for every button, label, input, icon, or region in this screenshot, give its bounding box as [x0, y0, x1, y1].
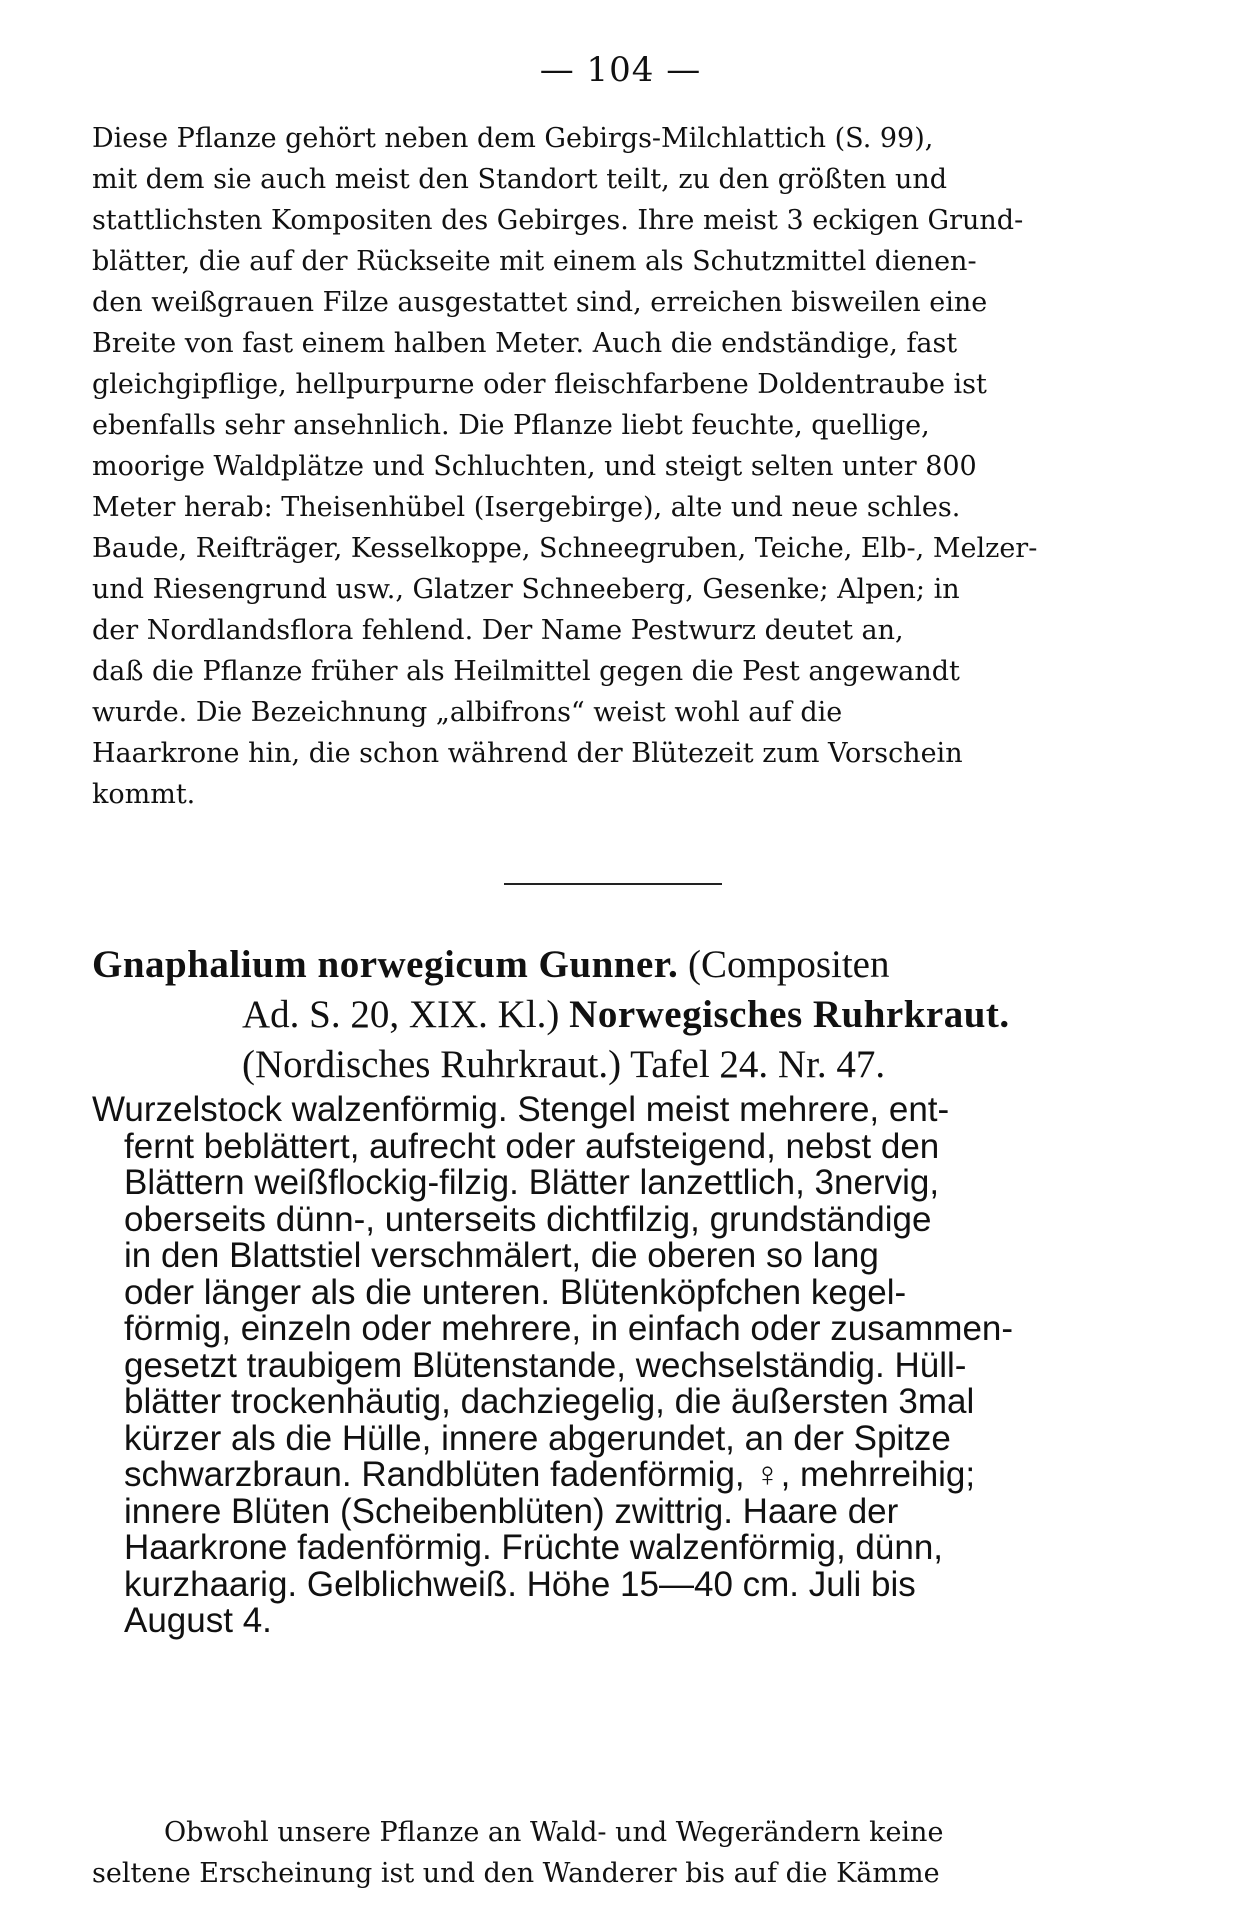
page-number: — 104 —	[539, 50, 702, 90]
text-line: mit dem sie auch meist den Standort teilt, zu den größten und	[92, 164, 948, 195]
text-line: gesetzt traubigem Blütenstande, wechselständig. Hüll-	[124, 1345, 967, 1385]
text-line: blätter, die auf der Rückseite mit einem als Schutzmittel dienen-	[92, 246, 977, 277]
text-line: förmig, einzeln oder mehrere, in einfach oder zusammen-	[124, 1309, 1014, 1348]
section-divider	[504, 883, 722, 885]
text-line: oder länger als die unteren. Blütenköpfchen kegel-	[124, 1272, 907, 1312]
text-line: Obwohl unsere Pflanze an Wald- und Wegerändern keine	[164, 1817, 944, 1848]
text-line: Breite von fast einem halben Meter. Auch die endständige, fast	[92, 328, 958, 359]
text-line: Diese Pflanze gehört neben dem Gebirgs-Milchlattich (S. 99),	[92, 123, 934, 154]
species-latin-name: Gnaphalium norwegicum Gunner.	[92, 943, 679, 986]
text-line: kommt.	[92, 779, 196, 810]
text-line: Meter herab: Theisenhübel (Isergebirge), alte und neue schles.	[92, 492, 961, 523]
text-line: Haarkrone fadenförmig. Früchte walzenförmig, dünn,	[124, 1528, 944, 1567]
text-line: Blättern weißflockig-filzig. Blätter lanzettlich, 3nervig,	[124, 1163, 940, 1202]
text-line: Haarkrone hin, die schon während der Blütezeit zum Vorschein	[92, 738, 963, 769]
text-line: Baude, Reifträger, Kesselkoppe, Schneegruben, Teiche, Elb-, Melzer-	[92, 533, 1038, 564]
text-line: schwarzbraun. Randblüten fadenförmig, ♀, mehrreihig;	[124, 1455, 976, 1494]
text-line: stattlichsten Kompositen des Gebirges. Ihre meist 3 eckigen Grund-	[92, 205, 1024, 236]
paragraph-gnaphalium	[92, 1812, 1162, 1894]
species-synonym-plate: (Nordisches Ruhrkraut.) Tafel 24. Nr. 47.	[242, 1043, 886, 1086]
species-family: (Compositen	[688, 943, 890, 986]
species-description	[92, 1092, 1162, 1640]
text-line: August 4.	[124, 1601, 272, 1640]
text-line: oberseits dünn-, unterseits dichtfilzig, grundständige	[124, 1199, 932, 1239]
text-line: Wurzelstock walzenförmig. Stengel meist mehrere, ent-	[92, 1090, 950, 1129]
text-line: innere Blüten (Scheibenblüten) zwittrig. Haare der	[124, 1491, 899, 1531]
text-line: kürzer als die Hülle, innere abgerundet, an der Spitze	[124, 1418, 951, 1458]
text-line: kurzhaarig. Gelblichweiß. Höhe 15—40 cm. Juli bis	[124, 1564, 916, 1604]
text-line: moorige Waldplätze und Schluchten, und steigt selten unter 800	[92, 451, 977, 482]
text-line: den weißgrauen Filze ausgestattet sind, erreichen bisweilen eine	[92, 287, 988, 318]
text-line: in den Blattstiel verschmälert, die oberen so lang	[124, 1236, 879, 1275]
text-line: gleichgipflige, hellpurpurne oder fleischfarbene Doldentraube ist	[92, 369, 987, 400]
species-heading	[92, 940, 1162, 1090]
species-reference: Ad. S. 20, XIX. Kl.)	[242, 993, 560, 1036]
paragraph-petasites	[92, 118, 1162, 815]
text-line: fernt beblättert, aufrecht oder aufsteigend, nebst den	[124, 1126, 940, 1166]
text-line: daß die Pflanze früher als Heilmittel gegen die Pest angewandt	[92, 656, 960, 687]
text-line: der Nordlandsflora fehlend. Der Name Pestwurz deutet an,	[92, 615, 904, 646]
text-line: und Riesengrund usw., Glatzer Schneeberg, Gesenke; Alpen; in	[92, 574, 960, 605]
text-line: blätter trockenhäutig, dachziegelig, die äußersten 3mal	[124, 1382, 975, 1421]
text-line: wurde. Die Bezeichnung „albifrons“ weist wohl auf die	[92, 697, 843, 728]
text-line: ebenfalls sehr ansehnlich. Die Pflanze liebt feuchte, quellige,	[92, 410, 930, 441]
species-german-name: Norwegisches Ruhrkraut.	[569, 993, 1010, 1036]
text-line: seltene Erscheinung ist und den Wanderer bis auf die Kämme	[92, 1858, 940, 1889]
